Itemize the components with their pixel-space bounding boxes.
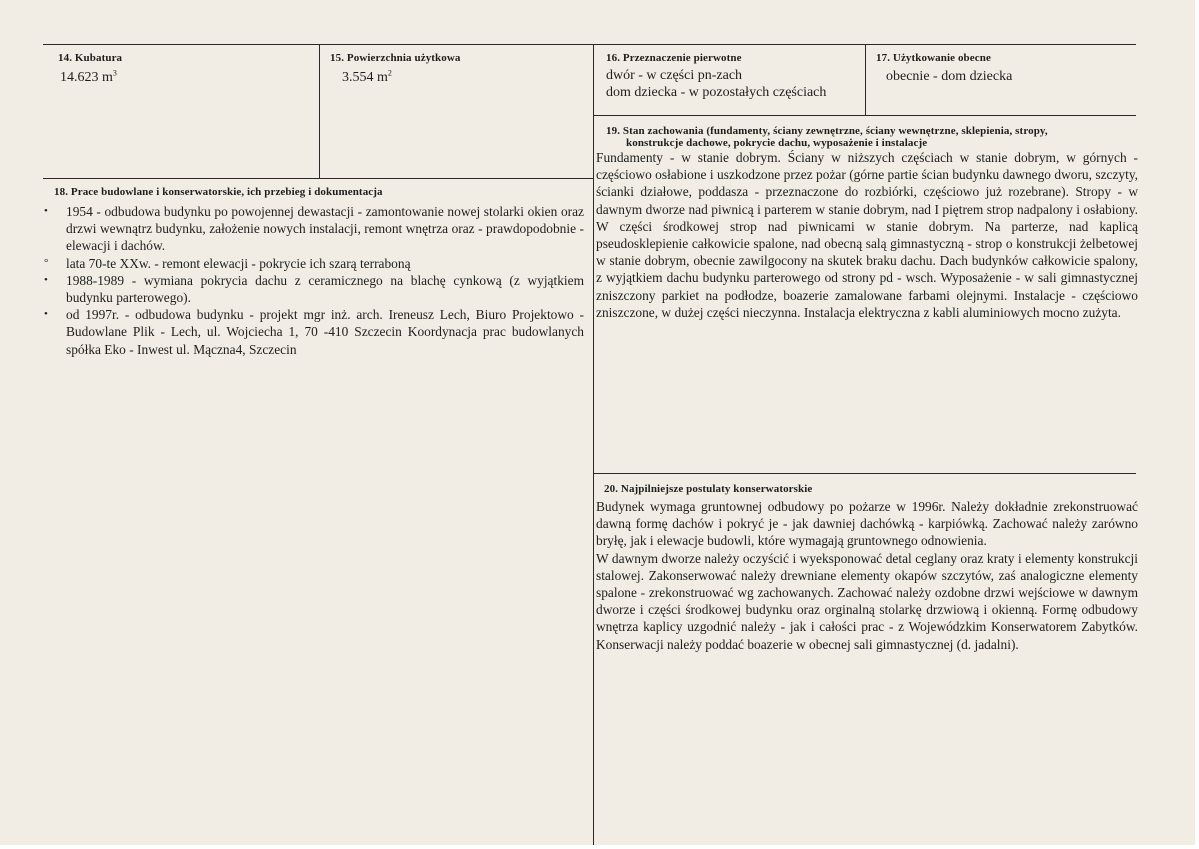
- field-16-line-1: dwór - w części pn-zach: [606, 68, 743, 83]
- list-item: [42, 255, 584, 272]
- field-15-number: 3.554 m: [342, 70, 388, 85]
- rule-above-20: [593, 473, 1136, 474]
- field-16-line-2: dom dziecka - w pozostałych częściach: [606, 85, 827, 100]
- field-14-label: 14. Kubatura: [58, 52, 123, 64]
- field-20-paragraph-2: W dawnym dworze należy oczyścić i wyeksponować detal ceglany oraz kraty i elementy konstrukcji stalowej. Zakonserwować należy drewniane elementy okapów szczytów, zaś analogiczne elementy spalone - zrekonstruować wg zachowanych. Zachować należy ozdobne drzwi wejściowe w dawnym dworze i części środkowej budynku oraz orginalną stolarkę drzwiową i okienną. Formę odbudowy wnętrza kaplicy uzgodnić należy - jak i całości prac - z Wojewódzkim Konserwatorem Zabytków. Konserwacji należy poddać boazerie w obecnej sali gimnastycznej (d. jadalni).: [596, 550, 1138, 652]
- field-17-value: obecnie - dom dziecka: [886, 69, 1013, 84]
- main-vertical-divider: [593, 44, 594, 849]
- field-15-label: 15. Powierzchnia użytkowa: [330, 52, 461, 64]
- list-item: [42, 306, 584, 358]
- rule-under-16-17: [593, 115, 1136, 116]
- field-14-kubatura: [58, 52, 313, 86]
- field-17-uzytkowanie: [876, 52, 1131, 85]
- field-14-number: 14.623 m: [60, 70, 113, 85]
- list-item-text: od 1997r. - odbudowa budynku - projekt mgr inż. arch. Ireneusz Lech, Biuro Projektowo - Budowlane Plik - Lech, ul. Wojciecha 1, 70 -410 Szczecin Koordynacja prac budowlanych spółka Eko - Inwest ul. Mączna4, Szczecin: [66, 307, 584, 357]
- circle-bullet-icon: °: [44, 256, 49, 269]
- field-18-prace: [42, 186, 584, 358]
- bullet-icon: •: [44, 273, 48, 286]
- list-item-text: 1954 - odbudowa budynku po powojennej dewastacji - zamontowanie nowej stolarki okien oraz drzwi wewnątrz budynku, założenie nowych instalacji, remont wnętrza oraz - prawdopodobnie - elewacji i dachów.: [66, 204, 584, 254]
- top-rule: [43, 44, 1136, 45]
- bullet-icon: •: [44, 308, 48, 321]
- field-19-stan-zachowania: [596, 125, 1138, 321]
- field-19-label-line-1: 19. Stan zachowania (fundamenty, ściany zewnętrzne, ściany wewnętrzne, sklepienia, stropy,: [606, 125, 1048, 137]
- field-16-przeznaczenie: [606, 52, 861, 101]
- list-item: [42, 272, 584, 306]
- list-item: [42, 203, 584, 255]
- field-19-text: Fundamenty - w stanie dobrym. Ściany w niższych częściach w stanie dobrym, w górnych - częściowo osłabione i uszkodzone przez pożar (górne partie ścian budynku dawnego dworu, szczyty, ścianki działowe, poddasza - przeznaczone do rozbiórki, częściowo już rozebrane). Stropy - w dawnym dworze nad piwnicą i parterem w stanie dobrym, nad I piętrem strop nadpalony i osłabiony. W części środkowej strop nad piwnicami w stanie dobrym. Na parterze, nad kaplicą pseudosklepienie całkowicie spalone, nad obecną salą gimnastyczną - strop o konstrukcji żelbetowej w stanie dobrym, obecnie zawilgocony na skutek braku dachu. Dach budynków całkowicie spalony, z wyjątkiem dachu budynku parterowego od strony pd - wsch. Wyposażenie - w sali gimnastycznej zniszczony parkiet na podłodze, boazerie zamalowane farbami olejnymi. Instalacje - częściowo zniszczone, w dużej części nieczynna. Instalacja elektryczna z kabli aluminiowych mocno zużyta.: [596, 150, 1138, 320]
- field-15-unit-sup: 2: [387, 68, 392, 78]
- field-18-list: [42, 203, 584, 358]
- scan-edge-bottom: [0, 845, 1199, 849]
- field-14-unit-sup: 3: [112, 68, 117, 78]
- field-15-powierzchnia: [330, 52, 585, 86]
- divider-14-15: [319, 44, 320, 178]
- bullet-icon: •: [44, 205, 48, 217]
- rule-above-18: [43, 178, 593, 179]
- scan-edge-right: [1195, 0, 1199, 849]
- field-20-paragraph-1: Budynek wymaga gruntownej odbudowy po pożarze w 1996r. Należy dokładnie zrekonstruować dawną formę dachów i pokryć je - jak dawniej dachówką - karpiówką. Zachować należy zarówno bryłę, jak i elewacje budowli, które wymagają gruntownego odnowienia.: [596, 499, 1138, 549]
- field-15-value: [330, 69, 585, 86]
- field-19-label-line-2: konstrukcje dachowe, pokrycie dachu, wyposażenie i instalacje: [626, 137, 928, 149]
- list-item-text: 1988-1989 - wymiana pokrycia dachu z ceramicznego na blachę cynkową (z wyjątkiem budynku parterowego).: [66, 272, 584, 306]
- field-14-value: [58, 69, 313, 86]
- field-16-label: 16. Przeznaczenie pierwotne: [606, 52, 742, 64]
- field-17-label: 17. Użytkowanie obecne: [876, 52, 991, 64]
- field-18-label: 18. Prace budowlane i konserwatorskie, ich przebieg i dokumentacja: [54, 186, 383, 198]
- field-20-label: 20. Najpilniejsze postulaty konserwatorskie: [604, 483, 813, 495]
- list-item-text: lata 70-te XXw. - remont elewacji - pokrycie ich szarą terraboną: [66, 255, 411, 271]
- field-20-postulaty: [596, 483, 1138, 653]
- divider-16-17: [865, 44, 866, 115]
